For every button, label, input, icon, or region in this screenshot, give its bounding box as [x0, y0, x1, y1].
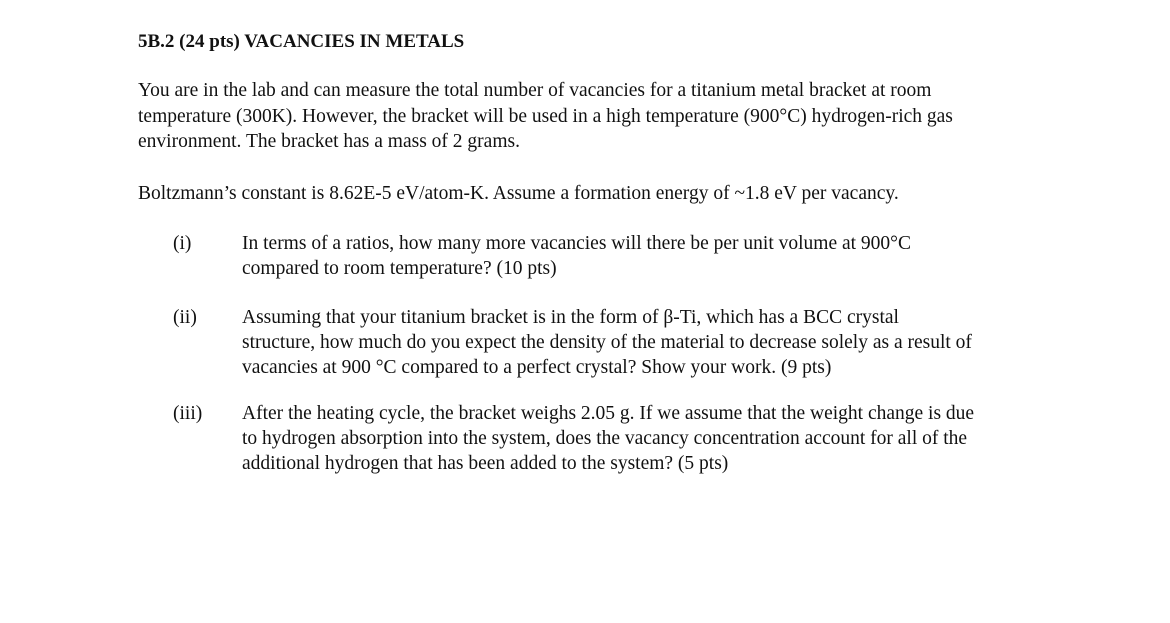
- question-line: vacancies at 900 °C compared to a perfect crystal? Show your work. (9 pts): [242, 357, 832, 378]
- question-text: [242, 305, 1062, 380]
- question-number: (iii): [173, 403, 203, 424]
- question-text: [242, 231, 1062, 281]
- question-text: [242, 401, 1062, 476]
- question-line: additional hydrogen that has been added to the system? (5 pts): [242, 453, 729, 474]
- question-line: In terms of a ratios, how many more vacancies will there be per unit volume at 900°C: [242, 233, 911, 254]
- question-line: compared to room temperature? (10 pts): [242, 258, 557, 279]
- constants-line: Boltzmann’s constant is 8.62E-5 eV/atom-K. Assume a formation energy of ~1.8 eV per vacancy.: [138, 183, 899, 204]
- intro-line: You are in the lab and can measure the total number of vacancies for a titanium metal bracket at room: [138, 80, 932, 101]
- question-number: (ii): [173, 307, 197, 328]
- intro-line: temperature (300K). However, the bracket will be used in a high temperature (900°C) hydrogen-rich gas: [138, 105, 953, 127]
- problem-title: 5B.2 (24 pts) VACANCIES IN METALS: [138, 31, 465, 52]
- intro-paragraph: [138, 78, 1038, 155]
- question-line: Assuming that your titanium bracket is in the form of β-Ti, which has a BCC crystal: [242, 307, 899, 328]
- question-number: (i): [173, 233, 192, 254]
- question-line: to hydrogen absorption into the system, does the vacancy concentration account for all of the: [242, 428, 968, 449]
- question-line: structure, how much do you expect the density of the material to decrease solely as a result of: [242, 332, 972, 353]
- intro-line: environment. The bracket has a mass of 2 grams.: [138, 131, 520, 152]
- question-line: After the heating cycle, the bracket weighs 2.05 g. If we assume that the weight change is due: [242, 403, 975, 424]
